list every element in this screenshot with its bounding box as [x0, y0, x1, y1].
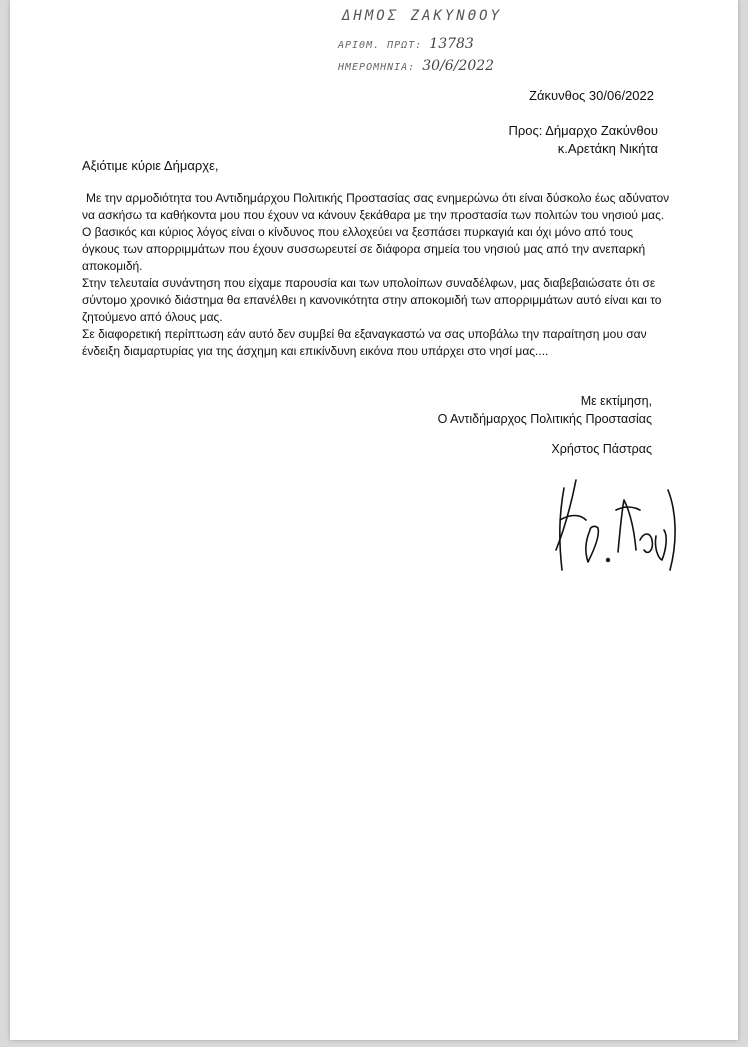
signer-name: Χρήστος Πάστρας — [551, 442, 652, 456]
letter-page — [10, 0, 738, 1040]
paragraph: Ο βασικός και κύριος λόγος είναι ο κίνδυνος που ελλοχεύει να ξεσπάσει πυρκαγιά και όχι μόνο από τους όγκους των απορριμμάτων που έχουν συσσωρευτεί σε διάφορα σημεία του νησιού μας από την ανεπαρκή αποκομιδή. — [82, 225, 646, 273]
greeting: Αξιότιμε κύριε Δήμαρχε, — [82, 158, 219, 173]
recipient-block — [508, 122, 658, 158]
paragraph: Σε διαφορετική περίπτωση εάν αυτό δεν συμβεί θα εξαναγκαστώ να σας υποβάλω την παραίτηση μου σαν ένδειξη διαμαρτυρίας για της άσχημη και επικίνδυνη εικόνα που υπάρχει στο νησί μας.... — [82, 327, 647, 358]
recipient-line-2: κ.Αρετάκη Νικήτα — [557, 141, 658, 156]
closing-block — [438, 392, 652, 428]
closing-phrase: Με εκτίμηση, — [580, 394, 652, 408]
paragraph: Στην τελευταία συνάντηση που είχαμε παρουσία και των υπολοίπων συναδέλφων, μας διαβεβαιώσατε ότι σε σύντομο χρονικό διάστημα θα επανέλθει η κανονικότητα στην αποκομιδή των απορριμμάτων αυτό είναι και το ζητούμενο από όλους μας. — [82, 276, 662, 324]
letter-body — [82, 190, 672, 360]
stamp-protocol-label: ΑΡΙΘΜ. ΠΡΩΤ: — [338, 40, 423, 51]
stamp-date-line — [338, 58, 494, 74]
paragraph: Με την αρμοδιότητα του Αντιδημάρχου Πολιτικής Προστασίας σας ενημερώνω ότι είναι δύσκολο έως αδύνατον να ασκήσω τα καθήκοντα μου που έχουν να κάνουν ξεκάθαρα με την προστασία των πολιτών του νησιού μας. — [82, 191, 670, 222]
signer-role: Ο Αντιδήμαρχος Πολιτικής Προστασίας — [437, 412, 652, 426]
stamp-protocol-value: 13783 — [429, 36, 474, 52]
stamp-date-value: 30/6/2022 — [422, 58, 495, 74]
recipient-line-1: Προς: Δήμαρχο Ζακύνθου — [508, 123, 658, 138]
protocol-stamp — [332, 6, 542, 76]
handwritten-signature — [550, 470, 680, 580]
stamp-date-label: ΗΜΕΡΟΜΗΝΙΑ: — [338, 62, 416, 73]
stamp-title: ΔΗΜΟΣ ΖΑΚΥΝΘΟΥ — [342, 8, 503, 24]
stamp-protocol-line — [338, 36, 474, 52]
place-date: Ζάκυνθος 30/06/2022 — [529, 88, 654, 103]
